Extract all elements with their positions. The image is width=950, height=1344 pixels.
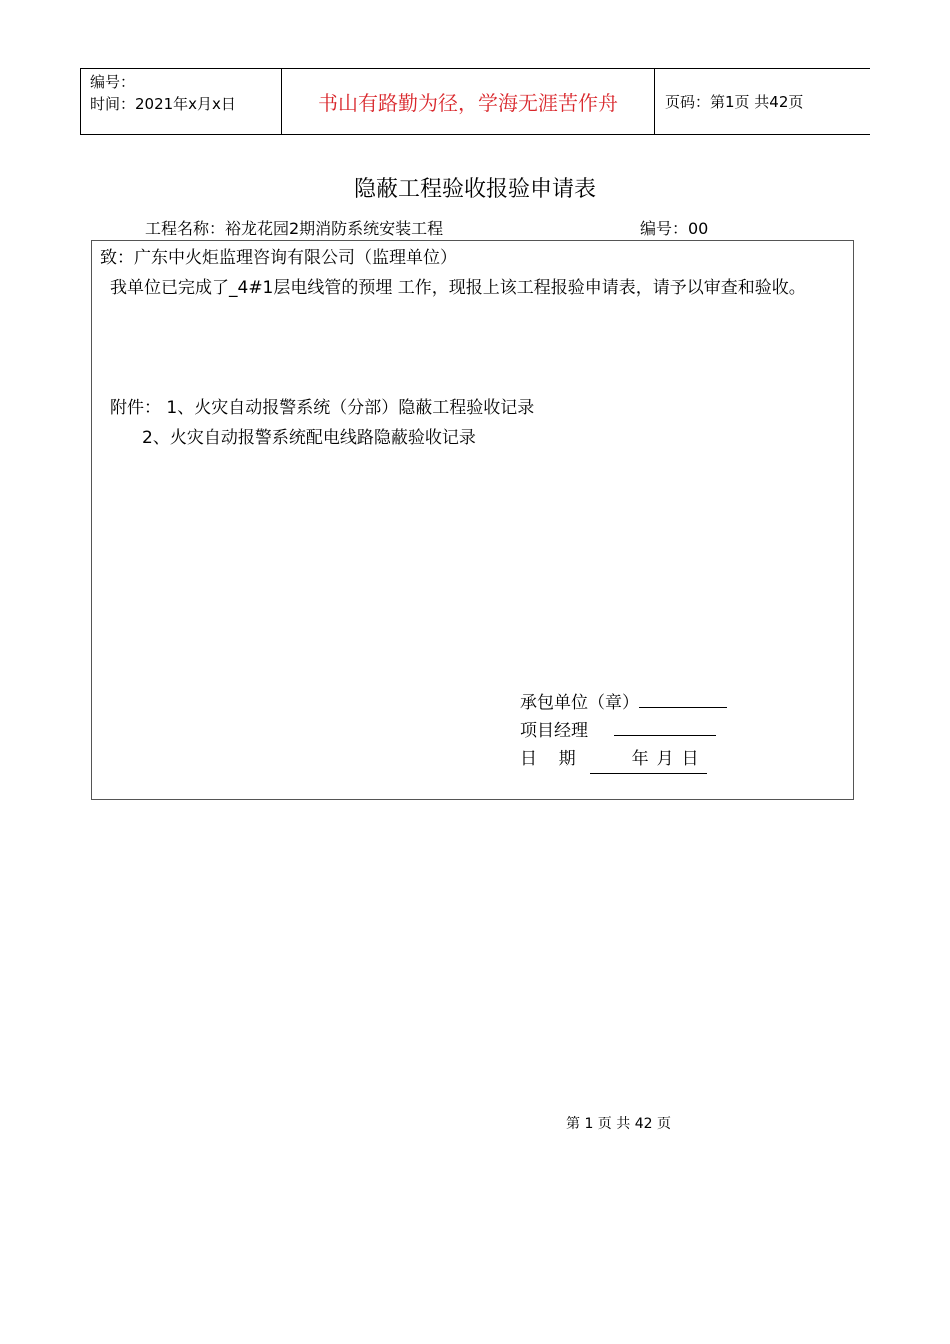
header-table	[80, 68, 870, 135]
manager-signature-line	[520, 717, 716, 745]
project-name: 工程名称：裕龙花园2期消防系统安装工程	[145, 219, 444, 238]
header-page-label: 页码：第1页 共42页	[665, 93, 804, 111]
header-time-label: 时间：2021年x月x日	[90, 95, 236, 113]
attachment-1: 附件： 1、火灾自动报警系统（分部）隐蔽工程验收记录	[110, 398, 535, 418]
document-number: 编号：00	[640, 219, 709, 238]
header-left-cell	[81, 69, 282, 134]
document-title: 隐蔽工程验收报验申请表	[353, 177, 596, 202]
manager-label: 项目经理	[520, 721, 588, 741]
page-footer: 第 1 页 共 42 页	[566, 1116, 671, 1132]
manager-blank	[614, 717, 716, 736]
header-right-cell	[655, 69, 870, 134]
date-day: 日	[681, 749, 699, 769]
application-form	[91, 240, 854, 800]
header-motto-cell	[282, 69, 655, 134]
contractor-label: 承包单位（章）	[520, 693, 639, 713]
recipient-line: 致：广东中火炬监理咨询有限公司（监理单位）	[100, 248, 457, 268]
contractor-signature-line	[520, 689, 727, 717]
attachment-2: 2、火灾自动报警系统配电线路隐蔽验收记录	[142, 428, 476, 448]
body-text: 我单位已完成了_4#1层电线管的预埋 工作，现报上该工程报验申请表，请予以审查和验收。	[110, 278, 806, 298]
date-label: 日 期	[520, 749, 576, 769]
date-signature-line	[520, 745, 707, 774]
header-number-label: 编号：	[90, 73, 136, 91]
date-blank	[590, 745, 707, 774]
date-month: 月	[656, 749, 674, 769]
header-motto: 书山有路勤为径，学海无涯苦作舟	[318, 91, 618, 115]
contractor-blank	[639, 689, 727, 708]
date-year: 年	[631, 749, 649, 769]
